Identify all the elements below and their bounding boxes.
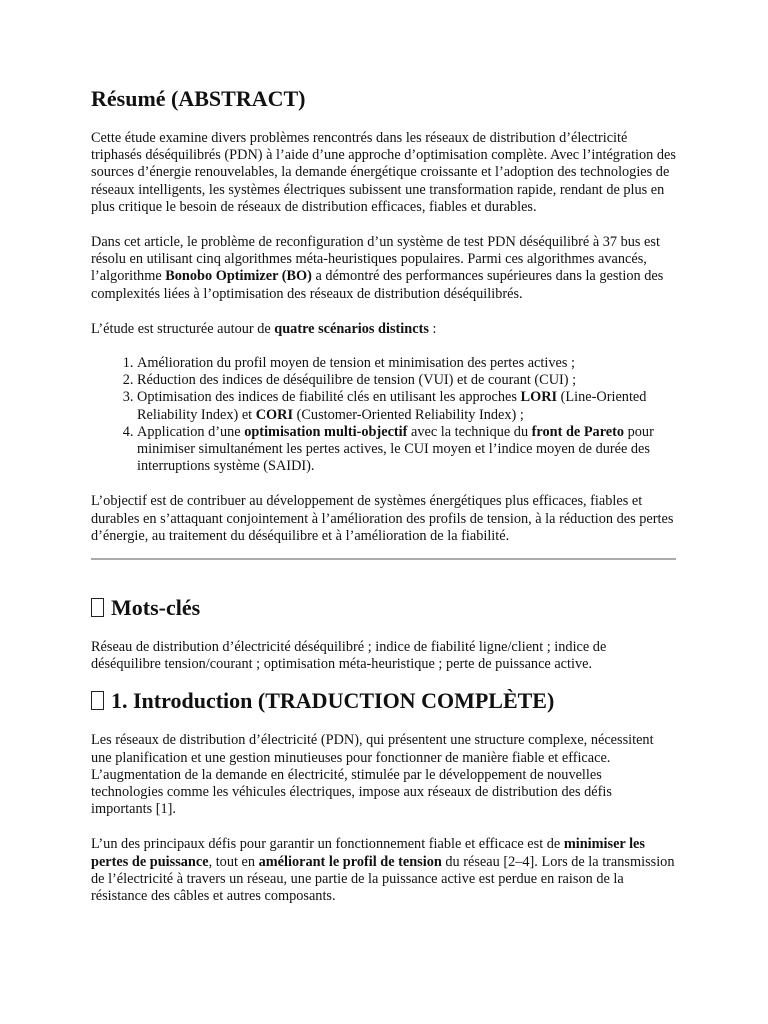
abstract-paragraph-3 xyxy=(91,321,676,338)
missing-glyph-icon xyxy=(91,691,104,710)
scenario-item-3 xyxy=(137,389,676,423)
intro-heading-text: 1. Introduction (TRADUCTION COMPLÈTE) xyxy=(111,688,555,714)
document-page xyxy=(91,0,676,905)
text-run: Application d’une xyxy=(137,423,245,440)
bold-term-multi-objective: optimisation multi-objectif xyxy=(244,423,408,440)
abstract-paragraph-2 xyxy=(91,234,676,303)
bold-term-power-losses: minimiser les pertes de puissance xyxy=(91,836,645,870)
bold-term-voltage-profile: améliorant le profil de tension xyxy=(258,853,442,870)
bold-term-cori: CORI xyxy=(255,406,294,423)
section-divider xyxy=(91,558,676,560)
keywords-heading-text: Mots-clés xyxy=(111,595,201,621)
abstract-paragraph-1: Cette étude examine divers problèmes rencontrés dans les réseaux de distribution d’électricité triphasés déséquilibrés (PDN) à l’aide d’une approche d’optimisation complète. Avec l’intégration des sources d’énergie renouvelables, la demande énergétique croissante et l’adoption des technologies de réseaux intelligents, les systèmes électriques subissent une transformation rapide, rendant de plus en plus critique le besoin de réseaux de distribution efficaces, fiables et durables. xyxy=(91,130,676,215)
text-run: L’un des principaux défis pour garantir un fonctionnement fiable et efficace est de xyxy=(91,836,564,853)
keywords-heading xyxy=(91,594,676,622)
intro-paragraph-1: Les réseaux de distribution d’électricité (PDN), qui présentent une structure complexe, nécessitent une planification et une gestion minutieuses pour fonctionner de manière fiable et efficace. L’augmentation de la demande en électricité, stimulée par le développement de nouvelles technologies comme les véhicules électriques, impose aux réseaux de distribution des défis importants [1]. xyxy=(91,732,654,818)
intro-paragraph-2 xyxy=(91,836,676,905)
abstract-paragraph-4: L’objectif est de contribuer au développement de systèmes énergétiques plus efficaces, fiables et durables en s’attaquant conjointement à l’amélioration des profils de tension, à la réduction des pertes d’énergie, au traitement du déséquilibre et à l’amélioration de la fiabilité. xyxy=(91,493,674,544)
scenario-item-4 xyxy=(137,424,676,476)
abstract-heading: Résumé (ABSTRACT) xyxy=(91,86,306,111)
text-run: Optimisation des indices de fiabilité clés en utilisant les approches xyxy=(137,389,521,406)
bold-term-lori: LORI xyxy=(520,389,558,406)
text-run: Dans cet article, le problème de reconfiguration d’un système de test PDN déséquilibré à 37 bus est résolu en utilisant cinq algorithmes méta-heuristiques populaires. Parmi ces algorithmes avancés, l’algorithme xyxy=(91,234,660,285)
bold-term-scenarios: quatre scénarios distincts xyxy=(274,320,429,337)
keywords-text: Réseau de distribution d’électricité déséquilibré ; indice de fiabilité ligne/client ; indice de déséquilibre tension/courant ; optimisation méta-heuristique ; perte de puissance active. xyxy=(91,639,607,673)
missing-glyph-icon xyxy=(91,598,104,617)
bold-term-bonobo-optimizer: Bonobo Optimizer (BO) xyxy=(165,268,312,285)
text-run: (Customer-Oriented Reliability Index) ; xyxy=(293,406,524,423)
scenario-list xyxy=(91,355,676,475)
scenario-item-2: 2. Réduction des indices de déséquilibre de tension (VUI) et de courant (CUI) ; xyxy=(137,372,676,389)
text-run: avec la technique du xyxy=(407,423,532,440)
text-run: pour minimiser simultanément les pertes actives, le CUI moyen et l’indice moyen de durée des interruptions système (SAIDI). xyxy=(137,423,654,475)
text-run: : xyxy=(428,320,437,337)
text-run: , tout en xyxy=(208,853,259,870)
intro-heading xyxy=(91,687,676,715)
text-run: a démontré des performances supérieures dans la gestion des complexités liées à l’optimisation des réseaux de distribution déséquilibrés. xyxy=(91,268,664,302)
text-run: du réseau [2–4]. Lors de la transmission de l’électricité à travers un réseau, une partie de la puissance active est perdue en raison de la résistance des câbles et autres composants. xyxy=(91,853,675,905)
text-run: L’étude est structurée autour de xyxy=(91,320,275,337)
text-run: (Line-Oriented Reliability Index) et xyxy=(137,389,647,423)
bold-term-pareto: front de Pareto xyxy=(531,423,625,440)
scenario-item-1: 1. Amélioration du profil moyen de tension et minimisation des pertes actives ; xyxy=(137,355,676,372)
